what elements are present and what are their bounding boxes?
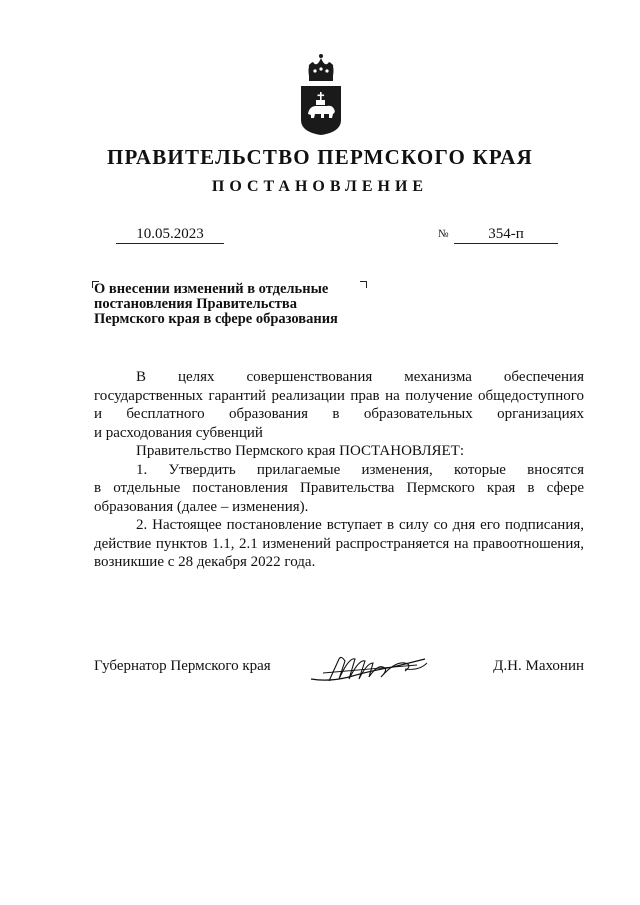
- signatory-position: Губернатор Пермского края: [94, 658, 271, 674]
- body-line: возникшие с 28 декабря 2022 года.: [94, 554, 316, 570]
- body-line: государственных гарантий реализации прав на получение общедоступного: [94, 387, 584, 404]
- body-line: В целях совершенствования механизма обеспечения: [136, 369, 584, 385]
- subject-line: Пермского края в сфере образования: [94, 311, 338, 327]
- body-line: образования (далее – изменения).: [94, 498, 309, 515]
- document-number: 354-п: [454, 225, 558, 244]
- subject-line: О внесении изменений в отдельные: [94, 281, 329, 297]
- body-line: и расходования субвенций: [94, 424, 263, 441]
- signature-image: [309, 649, 434, 689]
- number-label: №: [438, 228, 449, 240]
- subject-line: постановления Правительства: [94, 296, 297, 312]
- document-subject: [94, 282, 374, 327]
- body-line: в отдельные постановления Правительства Пермского края в сфере: [94, 480, 584, 496]
- signatory-name: Д.Н. Махонин: [493, 658, 584, 674]
- coat-of-arms-icon: [295, 52, 347, 136]
- document-date: 10.05.2023: [116, 225, 224, 244]
- government-title: ПРАВИТЕЛЬСТВО ПЕРМСКОГО КРАЯ: [106, 145, 533, 169]
- body-line: 1. Утвердить прилагаемые изменения, которые вносятся: [136, 461, 584, 478]
- document-type-title: ПОСТАНОВЛЕНИЕ: [211, 178, 429, 195]
- body-line: действие пунктов 1.1, 2.1 изменений распространяется на правоотношения,: [94, 535, 584, 552]
- body-line: и бесплатного образования в образовательных организациях: [94, 406, 584, 422]
- body-line: 2. Настоящее постановление вступает в силу со дня его подписания,: [136, 517, 584, 533]
- document-body: [94, 368, 584, 572]
- body-line: Правительство Пермского края ПОСТАНОВЛЯЕТ:: [136, 443, 465, 459]
- signature-block: [94, 655, 584, 695]
